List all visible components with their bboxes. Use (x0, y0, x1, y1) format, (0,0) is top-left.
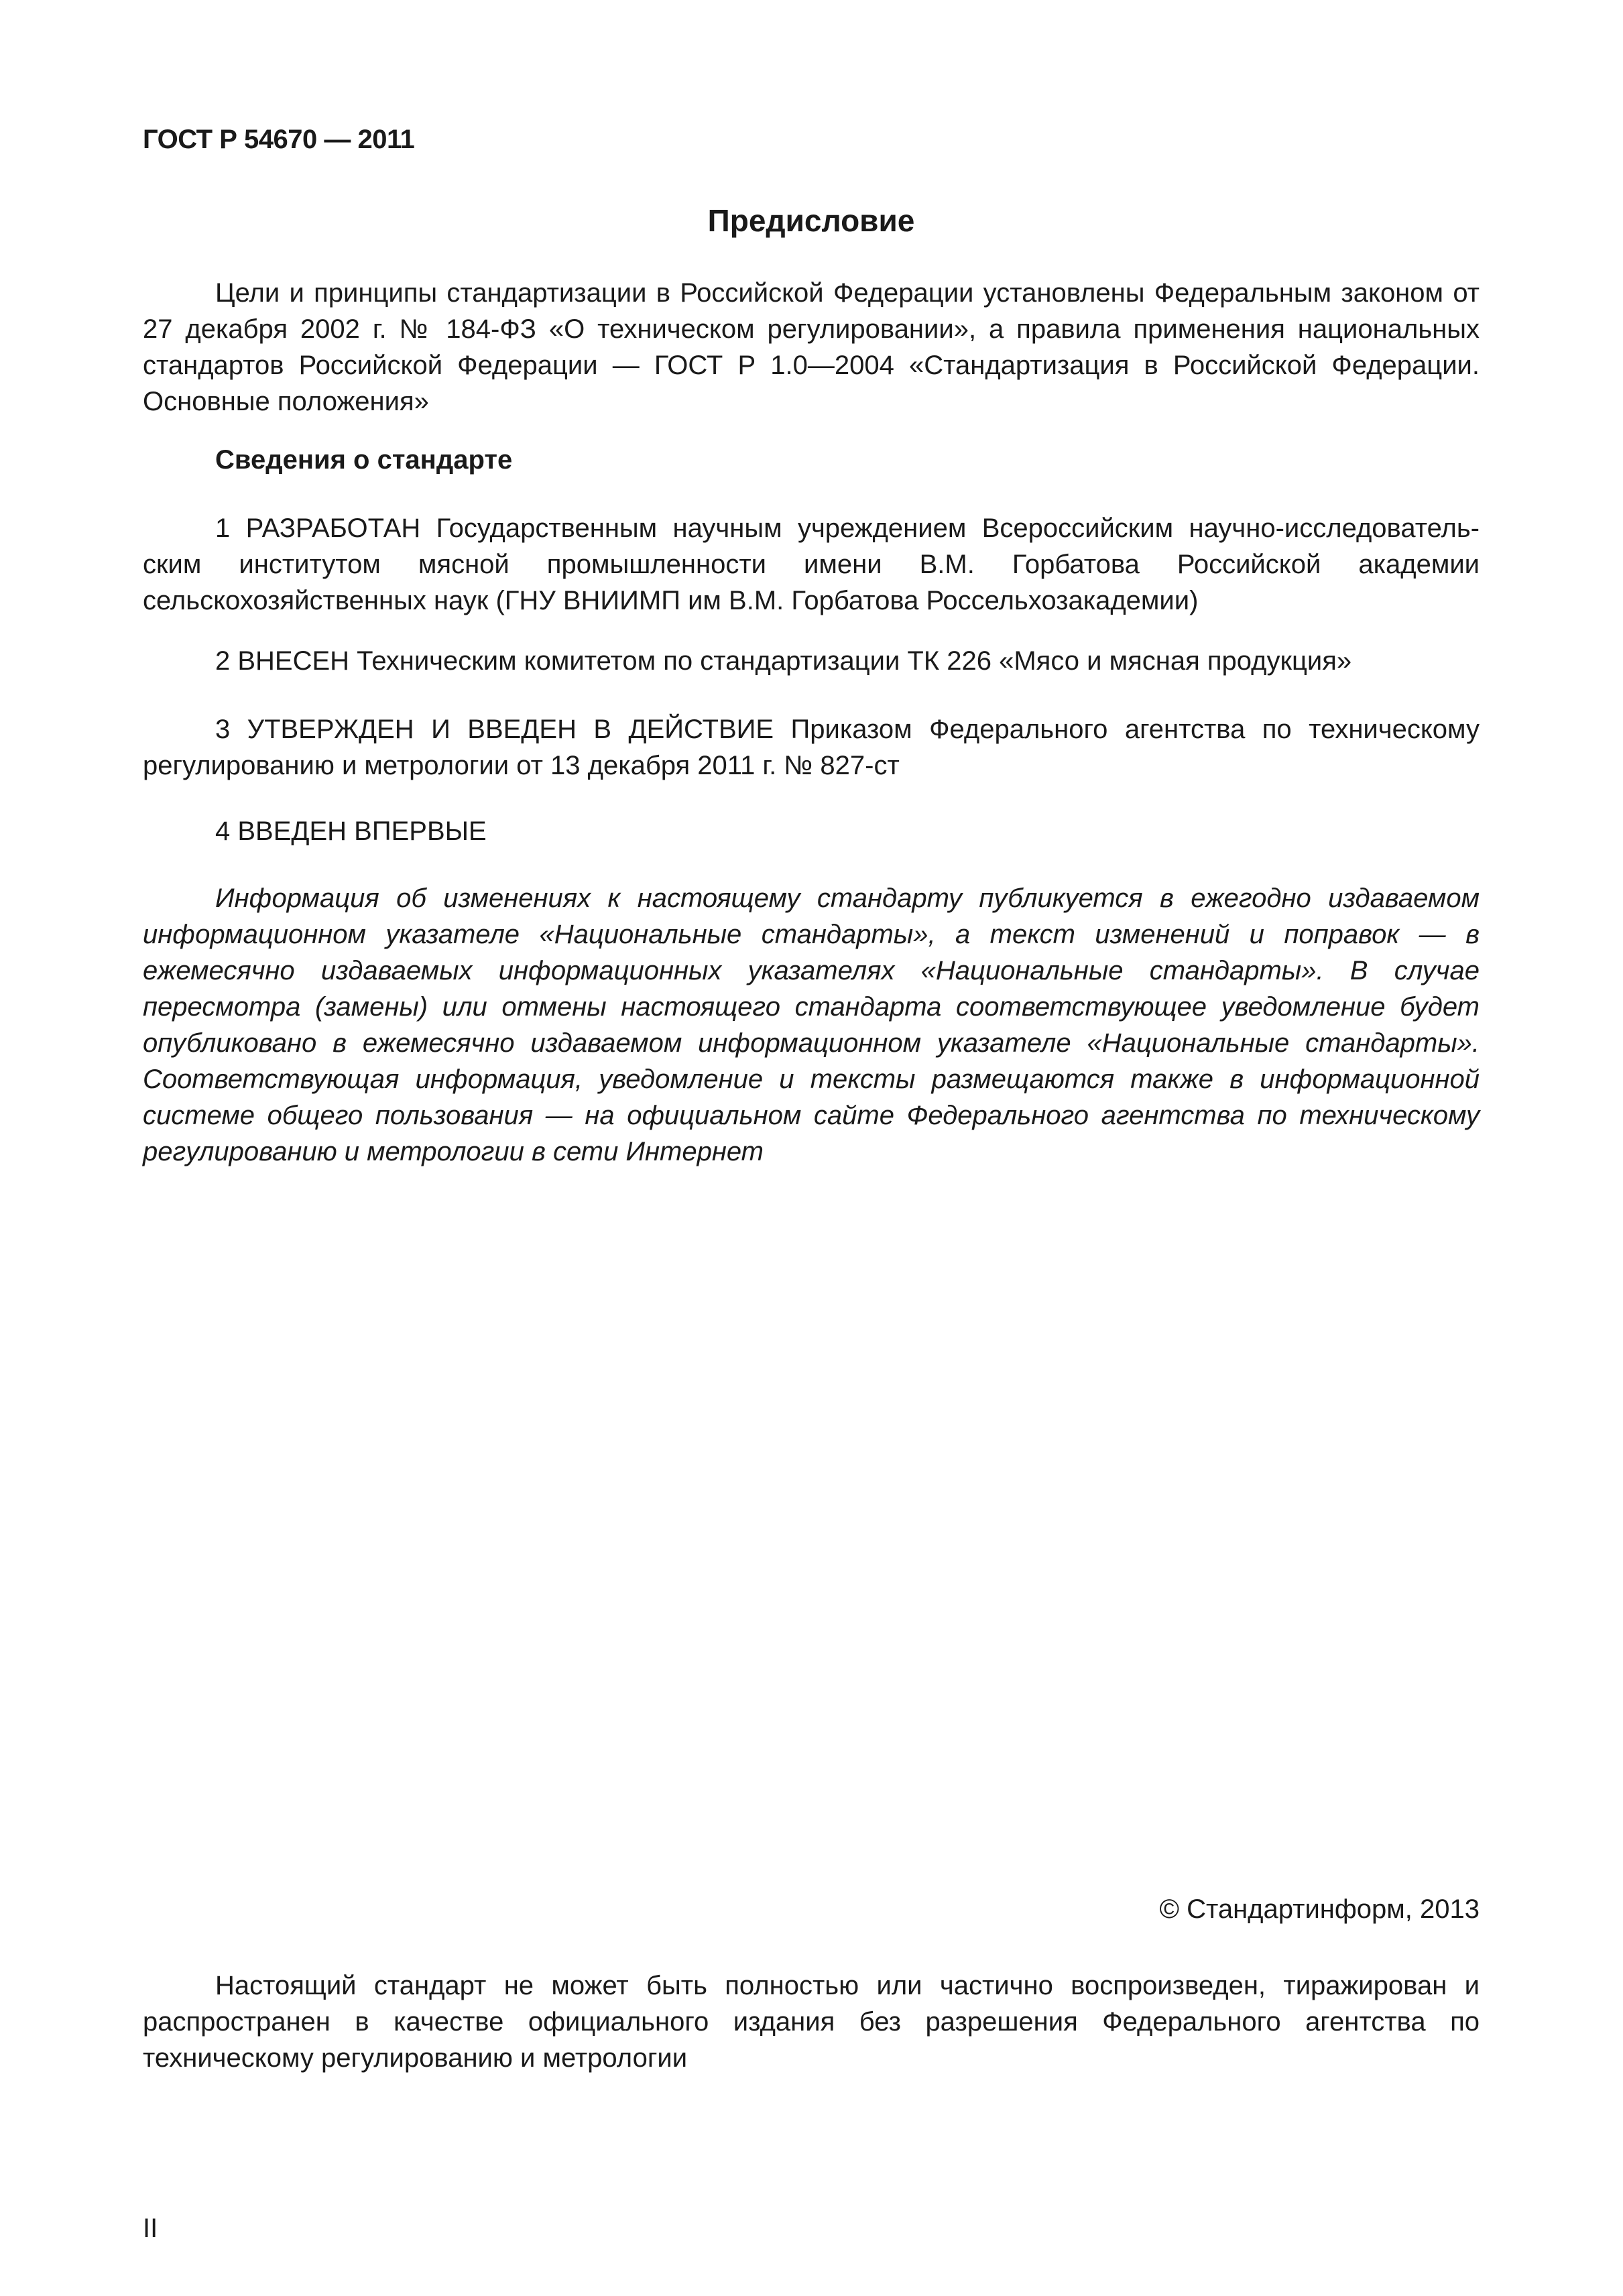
change-info-paragraph: Информация об изменениях к настоящему стандарту публикуется в ежегодно издаваемом информационном указателе «Национальные стандарты», а текст изменений и поправок — в ежемесячно издаваемых информационных указателях «Национальные стандарты». В случае пересмотра (замены) или отмены настоящего стандарта соответствующее уведомление будет опубликовано в ежемесячно издаваемом информационном указателе «Национальные стандарты». Соответствующая информация, уведомление и тексты размещаются также в информационной системе общего пользования — на официальном сайте Федерального агентства по техническому регулированию и метрологии в сети Интернет (143, 884, 1480, 1166)
reproduction-notice: Настоящий стандарт не может быть полностью или частично воспроизведен, тиражирован и распространен в качестве официального издания без разрешения Федерального агентства по техническому регулированию и метрологии (143, 1971, 1480, 2073)
document-header: ГОСТ Р 54670 — 2011 (143, 125, 415, 154)
item-developed: 1 РАЗРАБОТАН Государственным научным учреждением Всероссийским научно-исследовательским институтом мясной промышленности имени В.М. Горбатова Российской академии сельскохозяйственных наук (ГНУ ВНИИМП им В.М. Горбатова Россельхозакадемии) (143, 513, 1480, 615)
item-approved: 3 УТВЕРЖДЕН И ВВЕДЕН В ДЕЙСТВИЕ Приказом Федерального агентства по техническому регулированию и метрологии от 13 декабря 2011 г. № 827-ст (143, 715, 1480, 780)
page-title: Предисловие (707, 203, 915, 238)
section-subheading: Сведения о стандарте (215, 445, 513, 475)
item-introduced: 2 ВНЕСЕН Техническим комитетом по стандартизации ТК 226 «Мясо и мясная продукция» (215, 646, 1352, 676)
page-number: II (143, 2214, 158, 2243)
copyright-notice: © Стандартинформ, 2013 (1159, 1894, 1480, 1924)
intro-paragraph: Цели и принципы стандартизации в Российской Федерации установлены Федеральным законом от 27 декабря 2002 г. № 184-ФЗ «О техническом регулировании», а правила применения национальных стандартов Российской Федерации — ГОСТ Р 1.0—2004 «Стандартизация в Российской Федерации. Основные положения» (143, 278, 1480, 416)
item-first-introduced: 4 ВВЕДЕН ВПЕРВЫЕ (215, 817, 487, 846)
